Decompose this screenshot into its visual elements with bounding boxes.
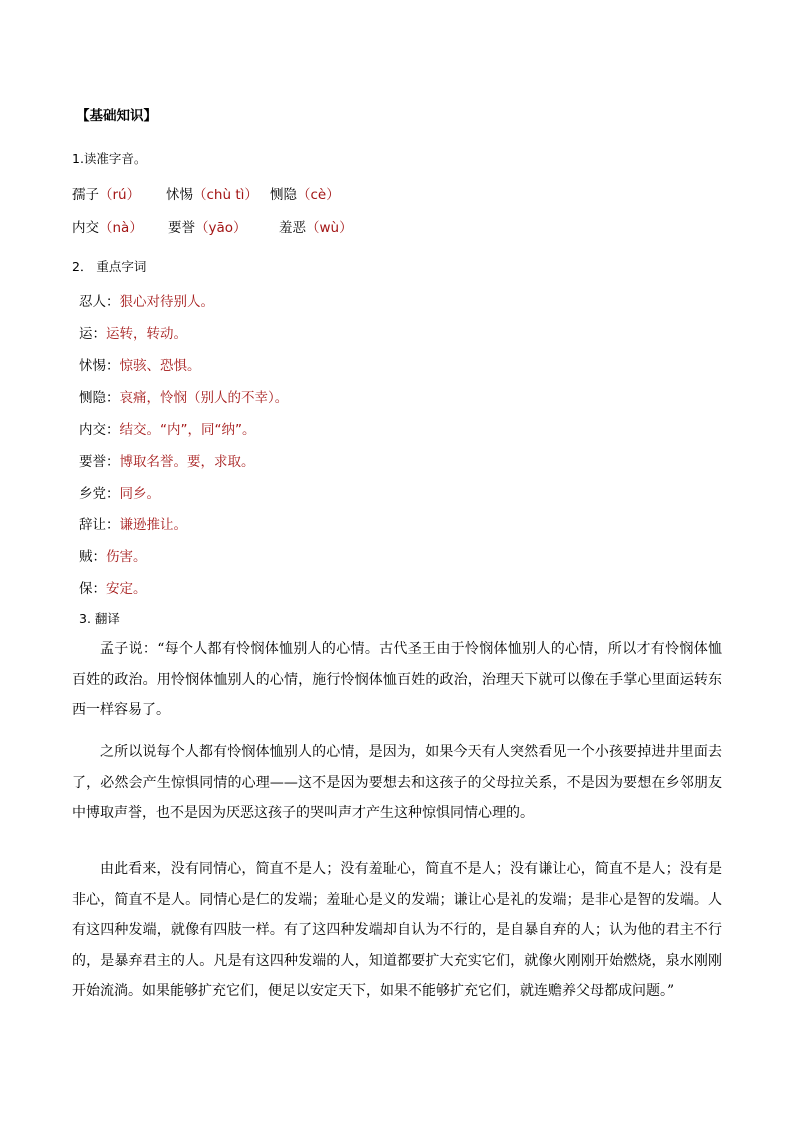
pinyin-item: 内交（nà）	[72, 220, 143, 236]
question-3-title	[79, 610, 120, 628]
question-2-title: 2． 重点字词	[72, 259, 147, 274]
pinyin-item: 羞恶（wù）	[279, 220, 353, 236]
translation-paragraph: 孟子说：“每个人都有怜悯体恤别人的心情。古代圣王由于怜悯体恤别人的心情，所以才有怜悯体恤百姓的政治。用怜悯体恤别人的心情，施行怜悯体恤百姓的政治，治理天下就可以像在手掌心里面运转东西一样容易了。	[72, 641, 722, 718]
vocab-item: 辞让：谦逊推让。	[79, 517, 187, 533]
vocab-item: 乡党：同乡。	[79, 486, 160, 502]
pinyin-item: 怵惕（chù tì）	[166, 187, 258, 203]
vocab-item: 要誉：博取名誉。要，求取。	[79, 454, 255, 470]
question-1-title: 1.读准字音。	[72, 151, 147, 166]
translation-paragraph: 由此看来，没有同情心，简直不是人；没有羞耻心，简直不是人；没有谦让心，简直不是人；没有是非心，简直不是人。同情心是仁的发端；羞耻心是义的发端；谦让心是礼的发端；是非心是智的发端。人有这四种发端，就像有四肢一样。有了这四种发端却自认为不行的，是自暴自弃的人；认为他的君主不行的，是暴弃君主的人。凡是有这四种发端的人，知道都要扩大充实它们，就像火刚刚开始燃烧，泉水刚刚开始流淌。如果能够扩充它们，便足以安定天下，如果不能够扩充它们，就连赡养父母都成问题。”	[72, 861, 722, 999]
pinyin-item: 要誉（yāo）	[168, 220, 247, 236]
vocab-item: 怵惕：惊骇、恐惧。	[79, 358, 201, 374]
section-title: 【基础知识】	[76, 108, 157, 124]
vocab-item: 贼：伤害。	[79, 549, 147, 565]
vocab-item: 忍人：狠心对待别人。	[79, 294, 214, 310]
pinyin-item: 恻隐（cè）	[270, 187, 340, 203]
vocab-item: 内交：结交。“内”，同“纳”。	[79, 422, 256, 438]
pinyin-item: 孺子（rú）	[72, 187, 141, 203]
vocab-item: 保：安定。	[79, 581, 147, 597]
question-3-title-text: 3. 翻译	[79, 611, 120, 626]
vocab-item: 恻隐：哀痛，怜悯（别人的不幸）。	[79, 390, 289, 406]
translation-paragraph: 之所以说每个人都有怜悯体恤别人的心情，是因为，如果今天有人突然看见一个小孩要掉进井里面去了，必然会产生惊惧同情的心理——这不是因为要想去和这孩子的父母拉关系，不是因为要想在乡邻朋友中博取声誉，也不是因为厌恶这孩子的哭叫声才产生这种惊惧同情心理的。	[72, 744, 722, 821]
vocab-item: 运：运转，转动。	[79, 326, 187, 342]
